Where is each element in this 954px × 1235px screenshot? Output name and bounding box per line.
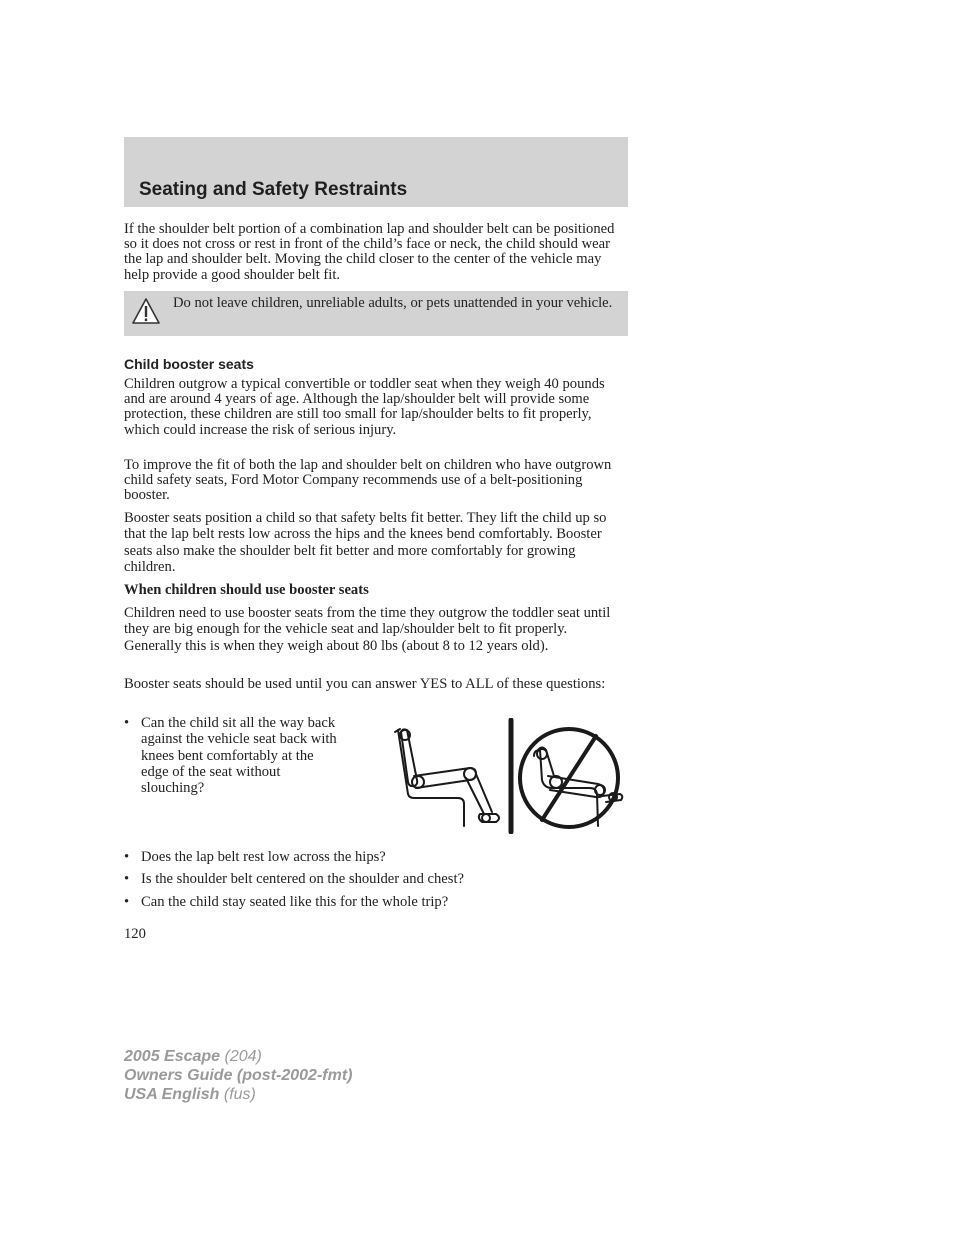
footer-guide: Owners Guide (post-2002-fmt)	[124, 1067, 353, 1084]
bullet-text-line: knees bent comfortably at the	[141, 747, 314, 764]
subsection-paragraph: Booster seats should be used until you can answer YES to ALL of these questions:	[124, 676, 606, 692]
bullet-glyph: •	[124, 871, 130, 887]
bullet-text: Is the shoulder belt centered on the shoulder and chest?	[141, 871, 464, 887]
bullet-text-line: edge of the seat without	[141, 763, 281, 780]
incorrect-posture-figure	[520, 729, 622, 827]
bullet-glyph: •	[124, 715, 130, 731]
warning-box	[124, 291, 628, 336]
subsection-paragraph: Children need to use booster seats from the time they outgrow the toddler seat until they are big enough for the vehicle seat and lap/shoulder belt to fit properly. Generally this is when they weigh about 80 lbs (about 8 to 12 years old).	[124, 605, 611, 654]
bullet-text-line: against the vehicle seat back with	[141, 731, 337, 748]
correct-posture-figure	[395, 729, 499, 826]
section-heading: Child booster seats	[124, 356, 254, 372]
intro-paragraph: If the shoulder belt portion of a combination lap and shoulder belt can be positioned so it does not cross or rest in front of the child’s face or neck, the child should wear the lap and shoulder belt. Moving the child closer to the center of the vehicle may help provide a good shoulder belt fit.	[124, 221, 615, 283]
footer-language-code: (fus)	[219, 1086, 256, 1103]
footer-model: 2005 Escape	[124, 1048, 221, 1065]
warning-text: Do not leave children, unreliable adults, or pets unattended in your vehicle.	[173, 295, 613, 311]
subsection-heading: When children should use booster seats	[124, 582, 369, 598]
footer-language: USA English	[124, 1086, 220, 1103]
section-paragraph: Children outgrow a typical convertible or toddler seat when they weigh 40 pounds and are around 4 years of age. Although the lap/shoulder belt will provide some protection, these children are still too small for lap/shoulder belts to fit properly, which could increase the risk of serious injury.	[124, 376, 605, 438]
page-number: 120	[124, 926, 146, 942]
bullet-text: Can the child stay seated like this for the whole trip?	[141, 894, 449, 910]
warning-triangle-icon	[131, 297, 161, 325]
booster-seat-illustration	[392, 718, 628, 834]
header-band	[124, 137, 628, 207]
document-footer	[124, 1047, 352, 1104]
footer-model-code: (204)	[220, 1048, 262, 1065]
page-title: Seating and Safety Restraints	[139, 179, 408, 200]
section-paragraph: Booster seats position a child so that safety belts fit better. They lift the child up so that the lap belt rests low across the hips and the knees bend comfortably. Booster seats also make the shoulder belt fit better and more comfortably for growing children.	[124, 510, 607, 575]
bullet-text-line: slouching?	[141, 780, 205, 797]
bullet-glyph: •	[124, 894, 130, 910]
list-item	[124, 715, 384, 797]
bullet-text: Does the lap belt rest low across the hips?	[141, 849, 386, 865]
bullet-glyph: •	[124, 849, 130, 865]
bullet-text-line: Can the child sit all the way back	[141, 715, 336, 731]
section-paragraph: To improve the fit of both the lap and shoulder belt on children who have outgrown child safety seats, Ford Motor Company recommends use of a belt-positioning booster.	[124, 457, 612, 504]
